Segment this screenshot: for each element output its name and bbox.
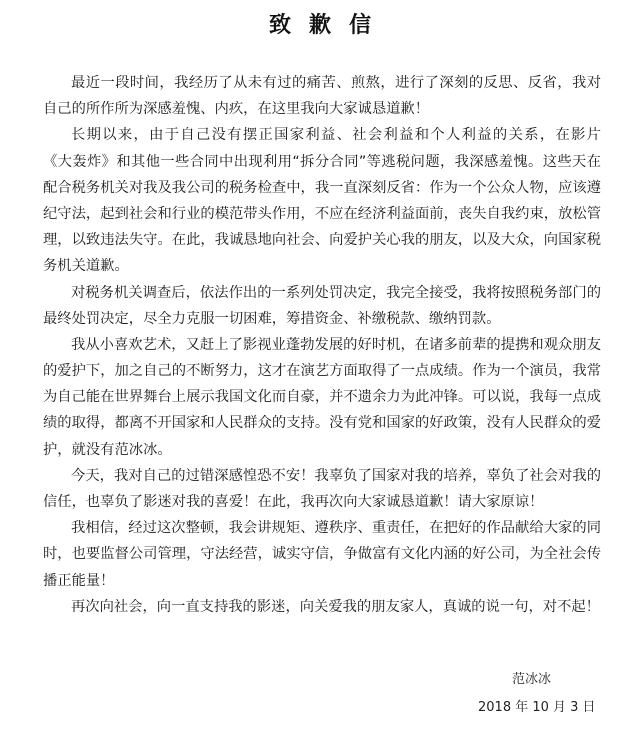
paragraph-line: 配合税务机关对我及我公司的税务检查中，我一直深刻反省：作为一个公众人物，应该遵 — [43, 179, 601, 196]
paragraph-line: 护，就没有范冰冰。 — [43, 441, 172, 458]
paragraph-line: 长期以来，由于自己没有摆正国家利益、社会利益和个人利益的关系，在影片 — [71, 127, 601, 144]
letter-title: 致歉信 — [268, 13, 389, 38]
paragraph — [43, 122, 601, 279]
letter-date: 2018 年 10 月 3 日 — [478, 700, 596, 715]
paragraph — [43, 332, 601, 463]
paragraph — [43, 515, 601, 594]
paragraph-line: 为自己能在世界舞台上展示我国文化而自豪，并不遗余力为此冲锋。可以说，我每一点成 — [43, 389, 601, 406]
paragraph-line: 最终处罚决定，尽全力克服一切困难，筹措资金、补缴税款、缴纳罚款。 — [43, 310, 501, 327]
paragraph-line: 的爱护下，加之自己的不断努力，这才在演艺方面取得了一点成绩。作为一个演员，我常 — [43, 363, 601, 380]
paragraph-line: 绩的取得，都离不开国家和人民群众的支持。没有党和国家的好政策，没有人民群众的爱 — [43, 415, 601, 432]
paragraph — [43, 280, 601, 332]
paragraph-line: 信任，也辜负了影迷对我的喜爱！在此，我再次向大家诚恳道歉！请大家原谅！ — [43, 494, 544, 510]
paragraph-line: 纪守法，起到社会和行业的模范带头作用，不应在经济利益面前，丧失自我约束，放松管 — [43, 205, 601, 222]
paragraph-line: 对税务机关调查后，依法作出的一系列处罚决定，我完全接受，我将按照税务部门的 — [71, 284, 601, 301]
paragraph-line: 《大轰炸》和其他一些合同中出现利用“拆分合同”等逃税问题，我深感羞愧。这些天在 — [43, 153, 601, 170]
paragraph-line: 再次向社会，向一直支持我的影迷，向关爱我的朋友家人，真诚的说一句，对不起！ — [71, 598, 600, 615]
paragraph-line: 理，以致违法失守。在此，我诚恳地向社会、向爱护关心我的朋友，以及大众，向国家税 — [43, 232, 601, 249]
paragraph-line: 今天，我对自己的过错深感惶恐不安！我辜负了国家对我的培养，辜负了社会对我的 — [71, 467, 601, 484]
paragraph-line: 最近一段时间，我经历了从未有过的痛苦、煎熬，进行了深刻的反思、反省，我对 — [71, 75, 601, 91]
letter-body — [43, 70, 601, 620]
paragraph-line: 我从小喜欢艺术，又赶上了影视业蓬勃发展的好时机，在诸多前辈的提携和观众朋友 — [71, 336, 601, 353]
paragraph — [43, 594, 601, 620]
paragraph-line: 务机关道歉。 — [43, 258, 129, 275]
paragraph — [43, 463, 601, 515]
paragraph-line: 时，也要监督公司管理，守法经营，诚实守信，争做富有文化内涵的好公司，为全社会传 — [43, 546, 601, 563]
paragraph-line: 自己的所作所为深感羞愧、内疚，在这里我向大家诚恳道歉！ — [43, 101, 430, 118]
signature: 范冰冰 — [512, 672, 552, 687]
paragraph-line: 播正能量！ — [43, 572, 115, 589]
paragraph-line: 我相信，经过这次整顿，我会讲规矩、遵秩序、重责任，在把好的作品献给大家的同 — [71, 520, 601, 537]
paragraph — [43, 70, 601, 122]
